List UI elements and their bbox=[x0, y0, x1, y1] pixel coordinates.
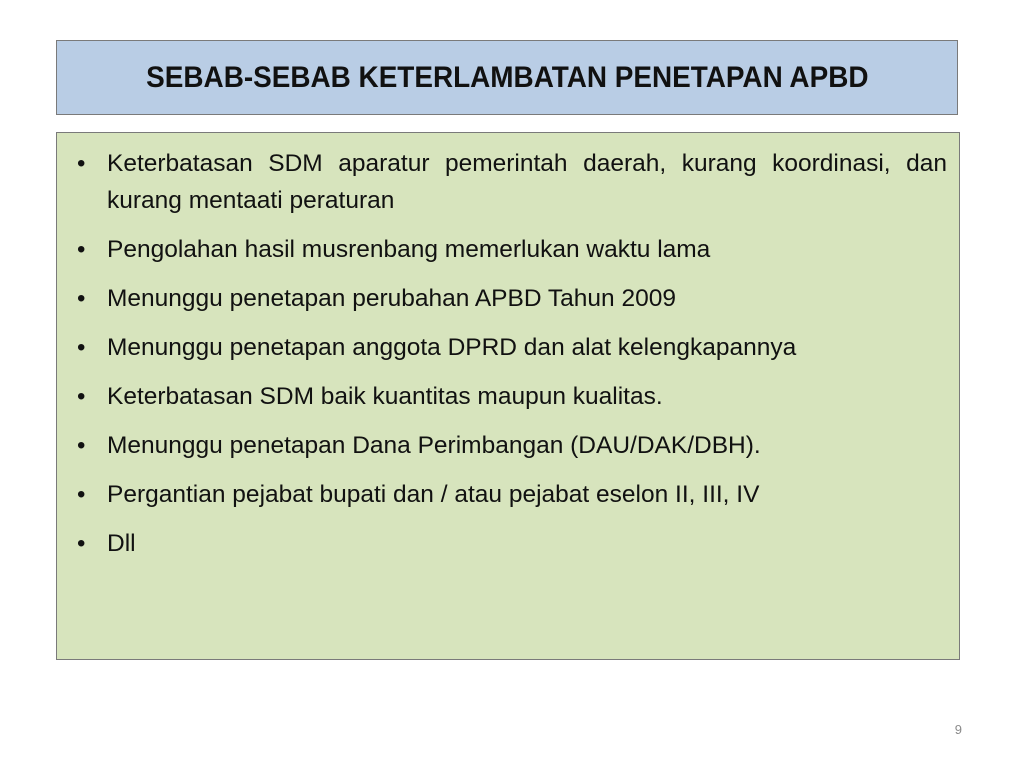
list-item bbox=[75, 145, 947, 219]
bullet-icon: • bbox=[77, 285, 86, 312]
title-box bbox=[56, 40, 958, 115]
list-item bbox=[75, 476, 947, 513]
list-item bbox=[75, 378, 947, 415]
bullet-icon: • bbox=[77, 150, 86, 177]
list-item-text: Pergantian pejabat bupati dan / atau pejabat eselon II, III, IV bbox=[107, 481, 760, 508]
list-item bbox=[75, 329, 947, 366]
list-item-text: Dll bbox=[107, 530, 136, 557]
list-item bbox=[75, 427, 947, 464]
list-item bbox=[75, 231, 947, 268]
list-item-text: Menunggu penetapan perubahan APBD Tahun 2009 bbox=[107, 285, 676, 312]
bullet-icon: • bbox=[77, 334, 86, 361]
list-item-text: Keterbatasan SDM aparatur pemerintah daerah, kurang koordinasi, dan kurang mentaati peraturan bbox=[107, 150, 947, 214]
list-item bbox=[75, 280, 947, 317]
bullet-icon: • bbox=[77, 432, 86, 459]
list-item-text: Keterbatasan SDM baik kuantitas maupun kualitas. bbox=[107, 383, 663, 410]
content-box bbox=[56, 132, 960, 660]
list-item-text: Menunggu penetapan Dana Perimbangan (DAU/DAK/DBH). bbox=[107, 432, 761, 459]
page-number: 9 bbox=[954, 722, 962, 737]
list-item bbox=[75, 525, 947, 562]
bullet-icon: • bbox=[77, 383, 86, 410]
bullet-list bbox=[75, 145, 947, 562]
list-item-text: Pengolahan hasil musrenbang memerlukan waktu lama bbox=[107, 236, 711, 263]
slide-title: SEBAB-SEBAB KETERLAMBATAN PENETAPAN APBD bbox=[145, 60, 869, 94]
bullet-icon: • bbox=[77, 481, 86, 508]
list-item-text: Menunggu penetapan anggota DPRD dan alat kelengkapannya bbox=[107, 334, 797, 361]
bullet-icon: • bbox=[77, 530, 86, 557]
bullet-icon: • bbox=[77, 236, 86, 263]
